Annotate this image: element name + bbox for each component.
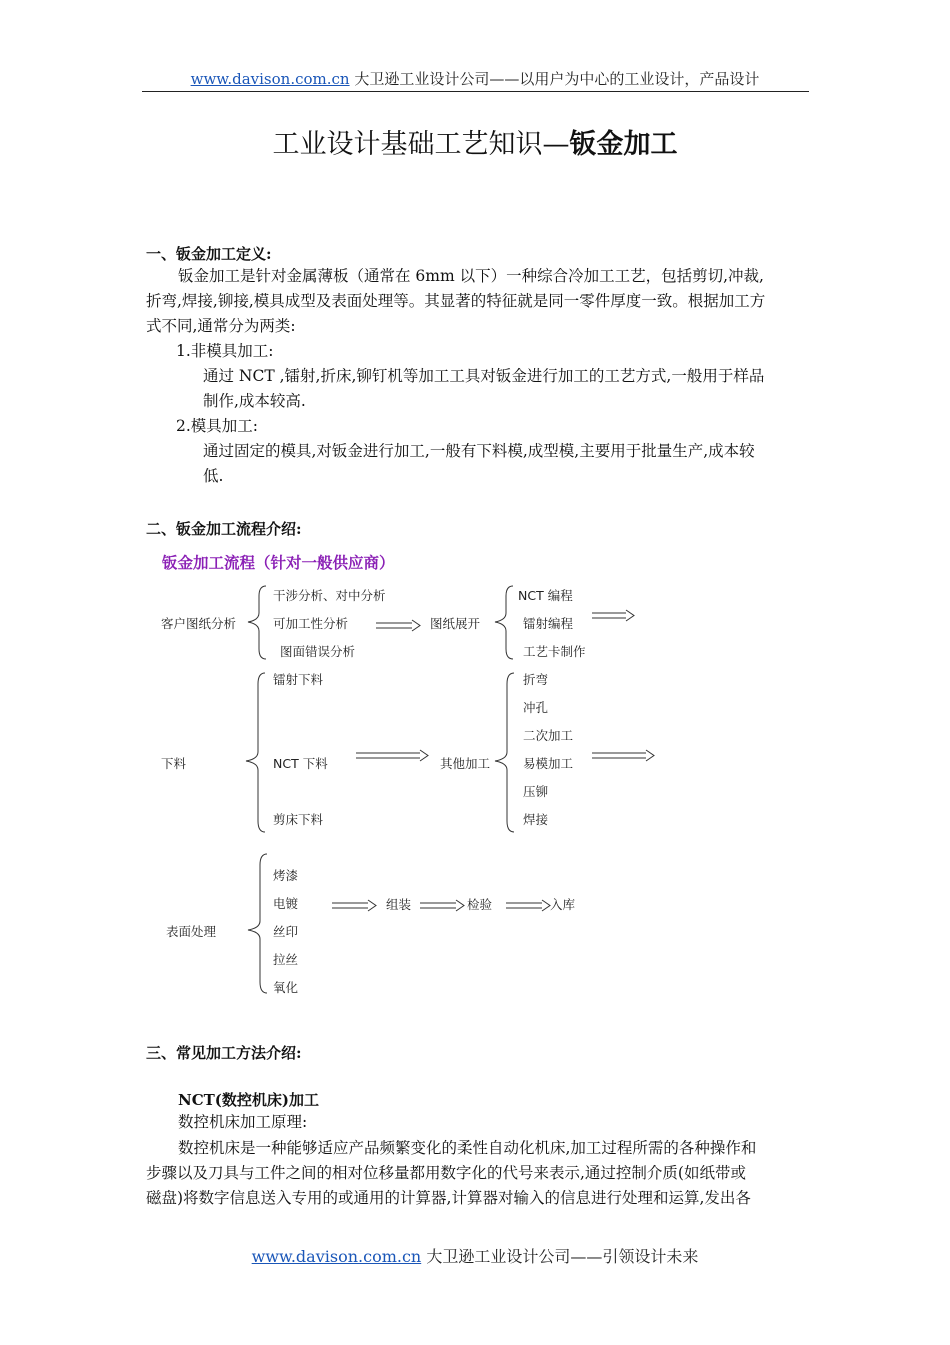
flow-row2-item2: 焊接 bbox=[523, 812, 549, 827]
row2-brace-2 bbox=[495, 673, 514, 832]
flow-row1-item2: 镭射编程 bbox=[523, 616, 574, 631]
section1-para-line-3: 式不同,通常分为两类: bbox=[146, 317, 296, 335]
section3-para-line-3: 磁盘)将数字信息送入专用的或通用的计算器,计算器对输入的信息进行处理和运算,发出各 bbox=[146, 1189, 751, 1207]
section3-para-line-2: 步骤以及刀具与工件之间的相对位移量都用数字化的代号来表示,通过控制介质(如纸带或 bbox=[146, 1164, 746, 1182]
section2-heading: 二、钣金加工流程介绍: bbox=[146, 520, 302, 538]
section1-item2-line-2: 低. bbox=[203, 467, 224, 485]
flow-row3-item: 电镀 bbox=[273, 896, 299, 911]
header-link[interactable]: www.davison.com.cn bbox=[190, 70, 350, 88]
arrow-row3-2 bbox=[420, 900, 464, 911]
flow-row3-chain: 入库 bbox=[550, 897, 576, 912]
flow-row1-item2: 工艺卡制作 bbox=[523, 644, 586, 659]
flow-row2-item2: 折弯 bbox=[523, 672, 549, 687]
section1-item2-title: 2.模具加工: bbox=[176, 417, 259, 435]
arrow-row1-out bbox=[592, 610, 634, 621]
row3-brace bbox=[248, 854, 267, 993]
title-normal: 工业设计基础工艺知识— bbox=[272, 129, 570, 160]
flow-row3-item: 氧化 bbox=[273, 980, 299, 995]
section3-para-line-1: 数控机床是一种能够适应产品频繁变化的柔性自动化机床,加工过程所需的各种操作和 bbox=[178, 1139, 757, 1157]
arrow-row2-mid bbox=[356, 750, 428, 761]
flow-row2-mid: 其他加工 bbox=[440, 756, 491, 771]
section3-heading: 三、常见加工方法介绍: bbox=[146, 1044, 302, 1062]
flow-row1-item2: NCT 编程 bbox=[518, 588, 573, 603]
flow-row1-item: 可加工性分析 bbox=[273, 616, 349, 631]
flow-row2-item: 镭射下料 bbox=[273, 672, 324, 687]
flow-row2-root: 下料 bbox=[161, 756, 187, 771]
section1-item2-line-1: 通过固定的模具,对钣金进行加工,一般有下料模,成型模,主要用于批量生产,成本较 bbox=[203, 442, 755, 460]
flow-title: 钣金加工流程（针对一般供应商） bbox=[162, 553, 395, 572]
flow-row3-chain: 组装 bbox=[386, 897, 412, 912]
section1-para-line-1: 钣金加工是针对金属薄板（通常在 6mm 以下）一种综合冷加工工艺，包括剪切,冲裁, bbox=[178, 267, 764, 285]
flow-row2-item2: 冲孔 bbox=[523, 700, 549, 715]
row1-brace-2 bbox=[495, 586, 513, 659]
section3-principle: 数控机床加工原理: bbox=[178, 1113, 308, 1131]
section1-heading: 一、钣金加工定义: bbox=[146, 245, 272, 263]
page-footer bbox=[0, 1244, 950, 1267]
flow-row2-item: NCT 下料 bbox=[273, 756, 328, 771]
flow-row3-chain: 检验 bbox=[467, 897, 493, 912]
flow-row3-item: 拉丝 bbox=[273, 952, 299, 967]
row1-brace bbox=[248, 586, 266, 659]
section3-subheading: NCT(数控机床)加工 bbox=[178, 1091, 320, 1109]
arrow-row1-mid bbox=[376, 620, 420, 631]
footer-text: 大卫逊工业设计公司——引领设计未来 bbox=[426, 1247, 699, 1266]
arrow-row2-out bbox=[592, 750, 654, 761]
section1-para-line-2: 折弯,焊接,铆接,模具成型及表面处理等。其显著的特征就是同一零件厚度一致。根据加工方 bbox=[146, 292, 766, 310]
section1-item1-title: 1.非模具加工: bbox=[176, 342, 274, 360]
flow-row3-root: 表面处理 bbox=[166, 924, 217, 939]
flow-row3-item: 烤漆 bbox=[273, 868, 299, 883]
flow-row1-item: 干涉分析、对中分析 bbox=[273, 588, 386, 603]
section1-item1-line-1: 通过 NCT ,镭射,折床,铆钉机等加工工具对钣金进行加工的工艺方式,一般用于样品 bbox=[203, 367, 765, 385]
arrow-row3-1 bbox=[332, 900, 376, 911]
flow-row1-item: 图面错误分析 bbox=[280, 644, 356, 659]
row2-brace bbox=[246, 673, 265, 832]
flow-row1-mid: 图纸展开 bbox=[430, 616, 481, 631]
section1-item1-line-2: 制作,成本较高. bbox=[203, 392, 306, 410]
arrow-row3-3 bbox=[506, 900, 550, 911]
footer-link[interactable]: www.davison.com.cn bbox=[251, 1247, 422, 1266]
header-text: 大卫逊工业设计公司——以用户为中心的工业设计，产品设计 bbox=[354, 70, 760, 88]
flow-row2-item2: 二次加工 bbox=[523, 728, 574, 743]
flow-row2-item2: 压铆 bbox=[523, 784, 549, 799]
flow-row3-item: 丝印 bbox=[273, 924, 299, 939]
title-bold: 钣金加工 bbox=[569, 129, 678, 160]
flow-row2-item2: 易模加工 bbox=[523, 756, 574, 771]
flow-row2-item: 剪床下料 bbox=[273, 812, 324, 827]
flow-row1-root: 客户图纸分析 bbox=[161, 616, 237, 631]
